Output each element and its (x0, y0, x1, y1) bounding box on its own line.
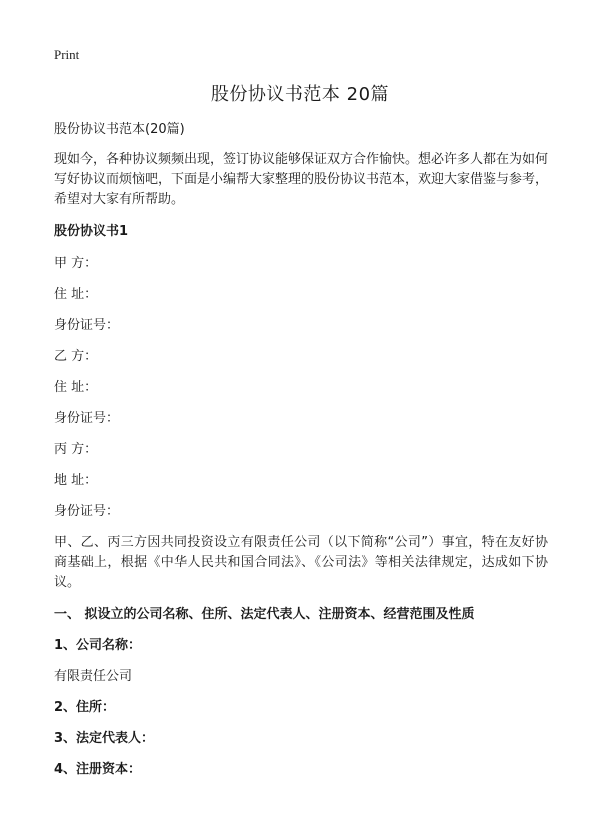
intro-paragraph: 现如今，各种协议频频出现，签订协议能够保证双方合作愉快。想必许多人都在为如何写好协议而烦恼吧，下面是小编帮大家整理的股份协议书范本，欢迎大家借鉴与参考，希望对大家有所帮助。 (54, 152, 549, 207)
party-a-id-field: 身份证号： (54, 318, 120, 333)
document-body (54, 120, 548, 791)
party-b-id-field: 身份证号： (54, 411, 120, 426)
print-link[interactable]: Print (54, 47, 80, 62)
article-1-heading: 一、 拟设立的公司名称、住所、法定代表人、注册资本、经营范围及性质 (54, 607, 475, 622)
company-name-label: 1、公司名称： (54, 638, 142, 653)
document-title: 股份协议书范本 20篇 (210, 84, 390, 105)
party-c-address-field: 地 址： (54, 473, 98, 488)
registered-capital-label: 4、注册资本： (54, 762, 142, 777)
company-name-value: 有限责任公司 (54, 669, 133, 684)
document-subtitle: 股份协议书范本(20篇) (54, 122, 185, 137)
party-a-name-field: 甲 方： (54, 256, 98, 271)
party-b-address-field: 住 址： (54, 380, 98, 395)
party-c-id-field: 身份证号： (54, 504, 120, 519)
party-c-name-field: 丙 方： (54, 442, 98, 457)
company-address-label: 2、住所： (54, 700, 116, 715)
section-heading: 股份协议书1 (54, 224, 129, 239)
party-a-address-field: 住 址： (54, 287, 98, 302)
legal-representative-label: 3、法定代表人： (54, 731, 155, 746)
agreement-paragraph: 甲、乙、丙三方因共同投资设立有限责任公司（以下简称“公司”）事宜，特在友好协商基础上，根据《中华人民共和国合同法》、《公司法》等相关法律规定，达成如下协议。 (54, 535, 548, 590)
party-b-name-field: 乙 方： (54, 349, 98, 364)
